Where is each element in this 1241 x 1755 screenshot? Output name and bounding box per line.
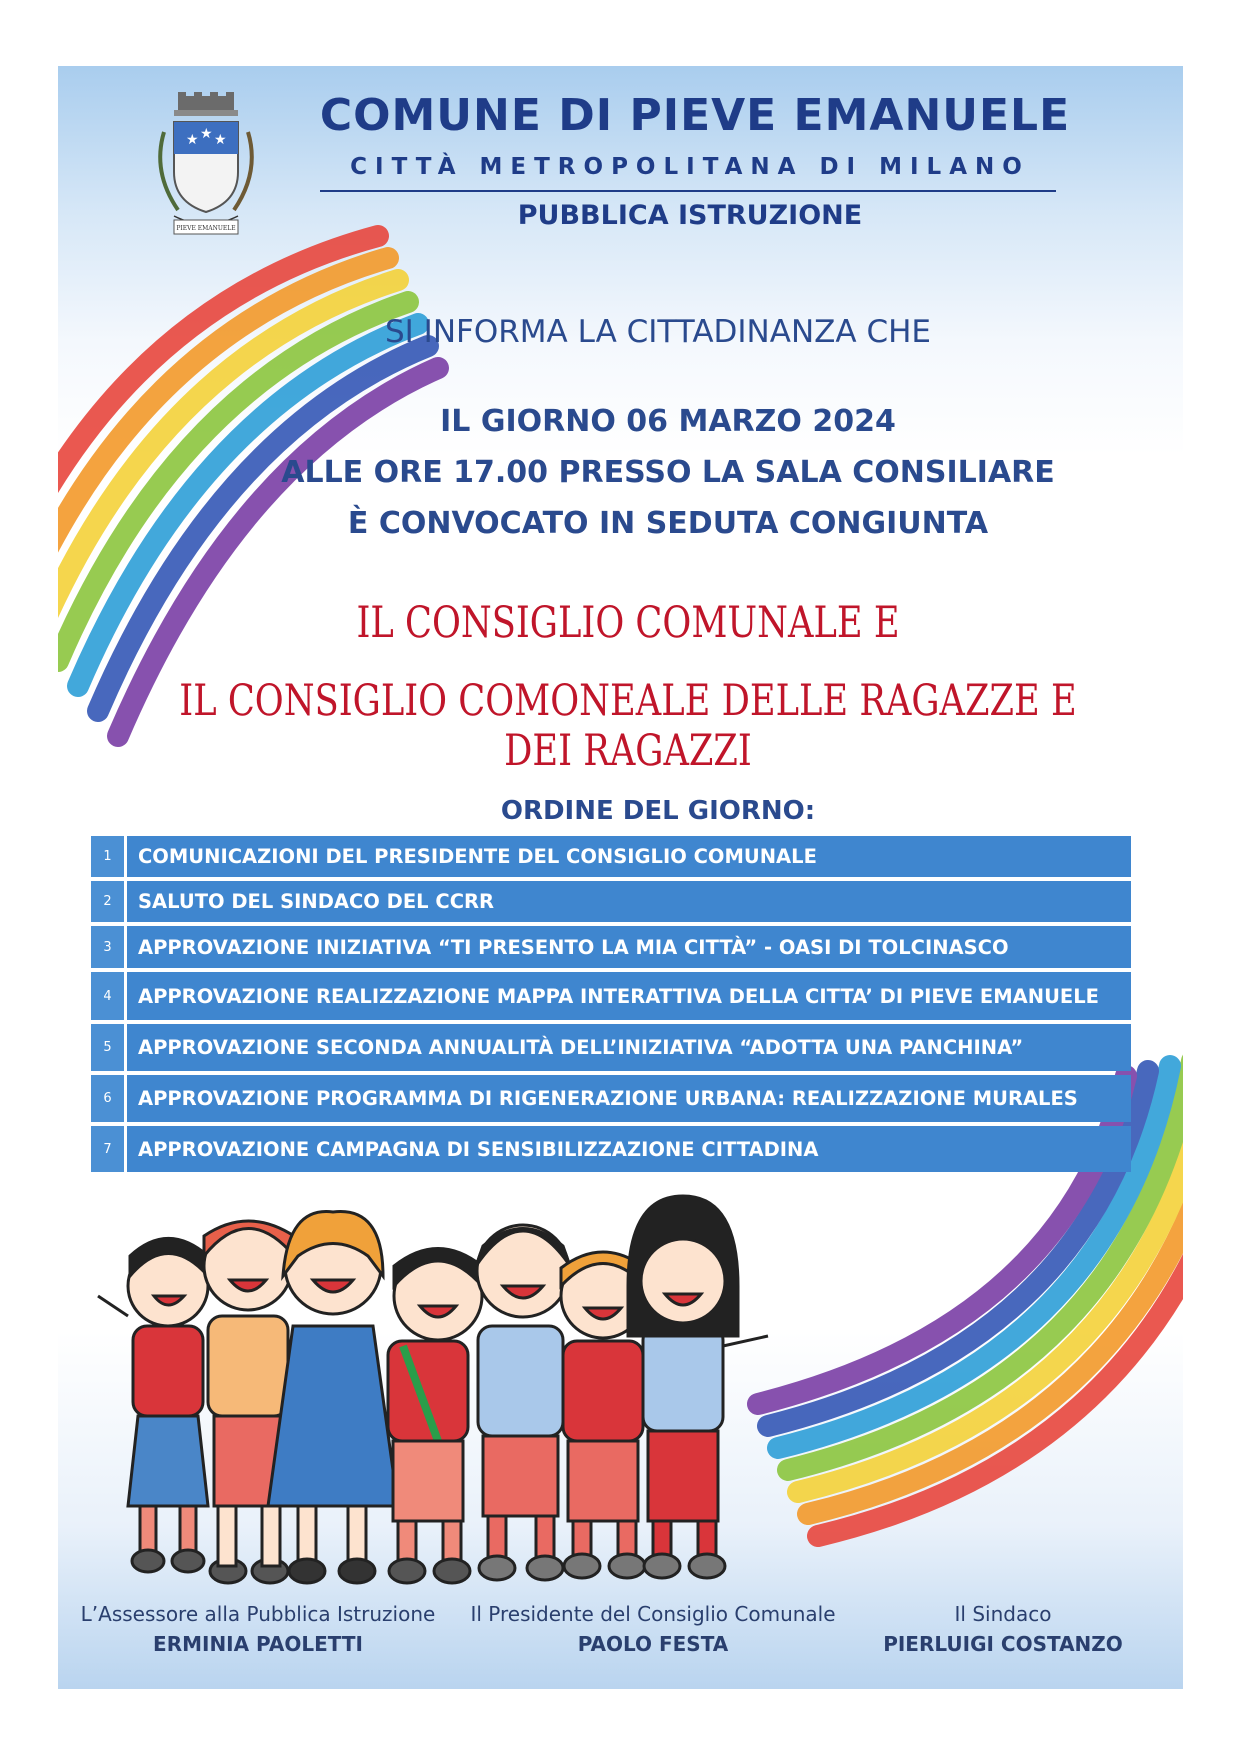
- coat-of-arms-icon: [144, 92, 268, 242]
- municipality-title: COMUNE DI PIEVE EMANUELE: [319, 90, 1071, 141]
- announcement-date: IL GIORNO 06 MARZO 2024: [440, 404, 896, 439]
- agenda-text: APPROVAZIONE CAMPAGNA DI SENSIBILIZZAZIONE CITTADINA: [138, 1137, 819, 1161]
- agenda-number: 2: [91, 881, 127, 922]
- agenda-number: 1: [91, 836, 127, 877]
- agenda-title: ORDINE DEL GIORNO:: [500, 796, 816, 826]
- agenda-row: [91, 972, 1131, 1020]
- announcement-session: È CONVOCATO IN SEDUTA CONGIUNTA: [347, 506, 989, 541]
- agenda-text: COMUNICAZIONI DEL PRESIDENTE DEL CONSIGLIO COMUNALE: [138, 845, 817, 868]
- agenda-row: [91, 1024, 1131, 1071]
- office-name: PUBBLICA ISTRUZIONE: [517, 200, 863, 231]
- signature-name: PIERLUIGI COSTANZO: [883, 1632, 1123, 1656]
- signature-name: ERMINIA PAOLETTI: [153, 1632, 363, 1656]
- council-title-1: IL CONSIGLIO COMUNALE E: [356, 598, 900, 648]
- municipality-subtitle: CITTÀ METROPOLITANA DI MILANO: [350, 154, 1030, 180]
- agenda-row: [91, 1075, 1131, 1122]
- svg-text:★: ★: [200, 126, 213, 142]
- signature-role: Il Sindaco: [954, 1602, 1052, 1626]
- svg-text:★: ★: [214, 132, 227, 148]
- signature-role: Il Presidente del Consiglio Comunale: [470, 1602, 836, 1626]
- council-title-2: IL CONSIGLIO COMONEALE DELLE RAGAZZE E DEI RAGAZZI: [179, 676, 1077, 776]
- agenda-number: 5: [91, 1024, 127, 1071]
- agenda-text: SALUTO DEL SINDACO DEL CCRR: [138, 890, 495, 913]
- announcement-details: [168, 396, 1168, 549]
- signature-assessore: [78, 1599, 438, 1659]
- agenda-text: APPROVAZIONE PROGRAMMA DI RIGENERAZIONE URBANA: REALIZZAZIONE MURALES: [138, 1087, 1078, 1110]
- agenda-text: APPROVAZIONE INIZIATIVA “TI PRESENTO LA MIA CITTÀ” - OASI DI TOLCINASCO: [138, 935, 1009, 959]
- signature-sindaco: [858, 1599, 1148, 1659]
- poster: [58, 66, 1183, 1689]
- agenda-text: APPROVAZIONE REALIZZAZIONE MAPPA INTERATTIVA DELLA CITTA’ DI PIEVE EMANUELE: [138, 984, 1099, 1008]
- agenda-row: [91, 836, 1131, 877]
- svg-text:★: ★: [186, 132, 199, 148]
- agenda-number: 7: [91, 1126, 127, 1172]
- agenda-row: [91, 926, 1131, 968]
- signature-presidente: [458, 1599, 848, 1659]
- children-illustration: [58, 1176, 858, 1596]
- agenda-number: 4: [91, 972, 127, 1020]
- agenda-number: 3: [91, 926, 127, 968]
- agenda-row: [91, 881, 1131, 922]
- signature-name: PAOLO FESTA: [577, 1632, 729, 1656]
- agenda-number: 6: [91, 1075, 127, 1122]
- agenda-text: APPROVAZIONE SECONDA ANNUALITÀ DELL’INIZIATIVA “ADOTTA UNA PANCHINA”: [138, 1036, 1024, 1059]
- header-divider: [320, 190, 1056, 192]
- announcement-place: ALLE ORE 17.00 PRESSO LA SALA CONSILIARE: [281, 455, 1055, 490]
- announcement-intro: SI INFORMA LA CITTADINANZA CHE: [385, 314, 931, 350]
- crest-label: PIEVE EMANUELE: [176, 225, 236, 232]
- agenda-row: [91, 1126, 1131, 1172]
- signature-role: L’Assessore alla Pubblica Istruzione: [80, 1602, 436, 1626]
